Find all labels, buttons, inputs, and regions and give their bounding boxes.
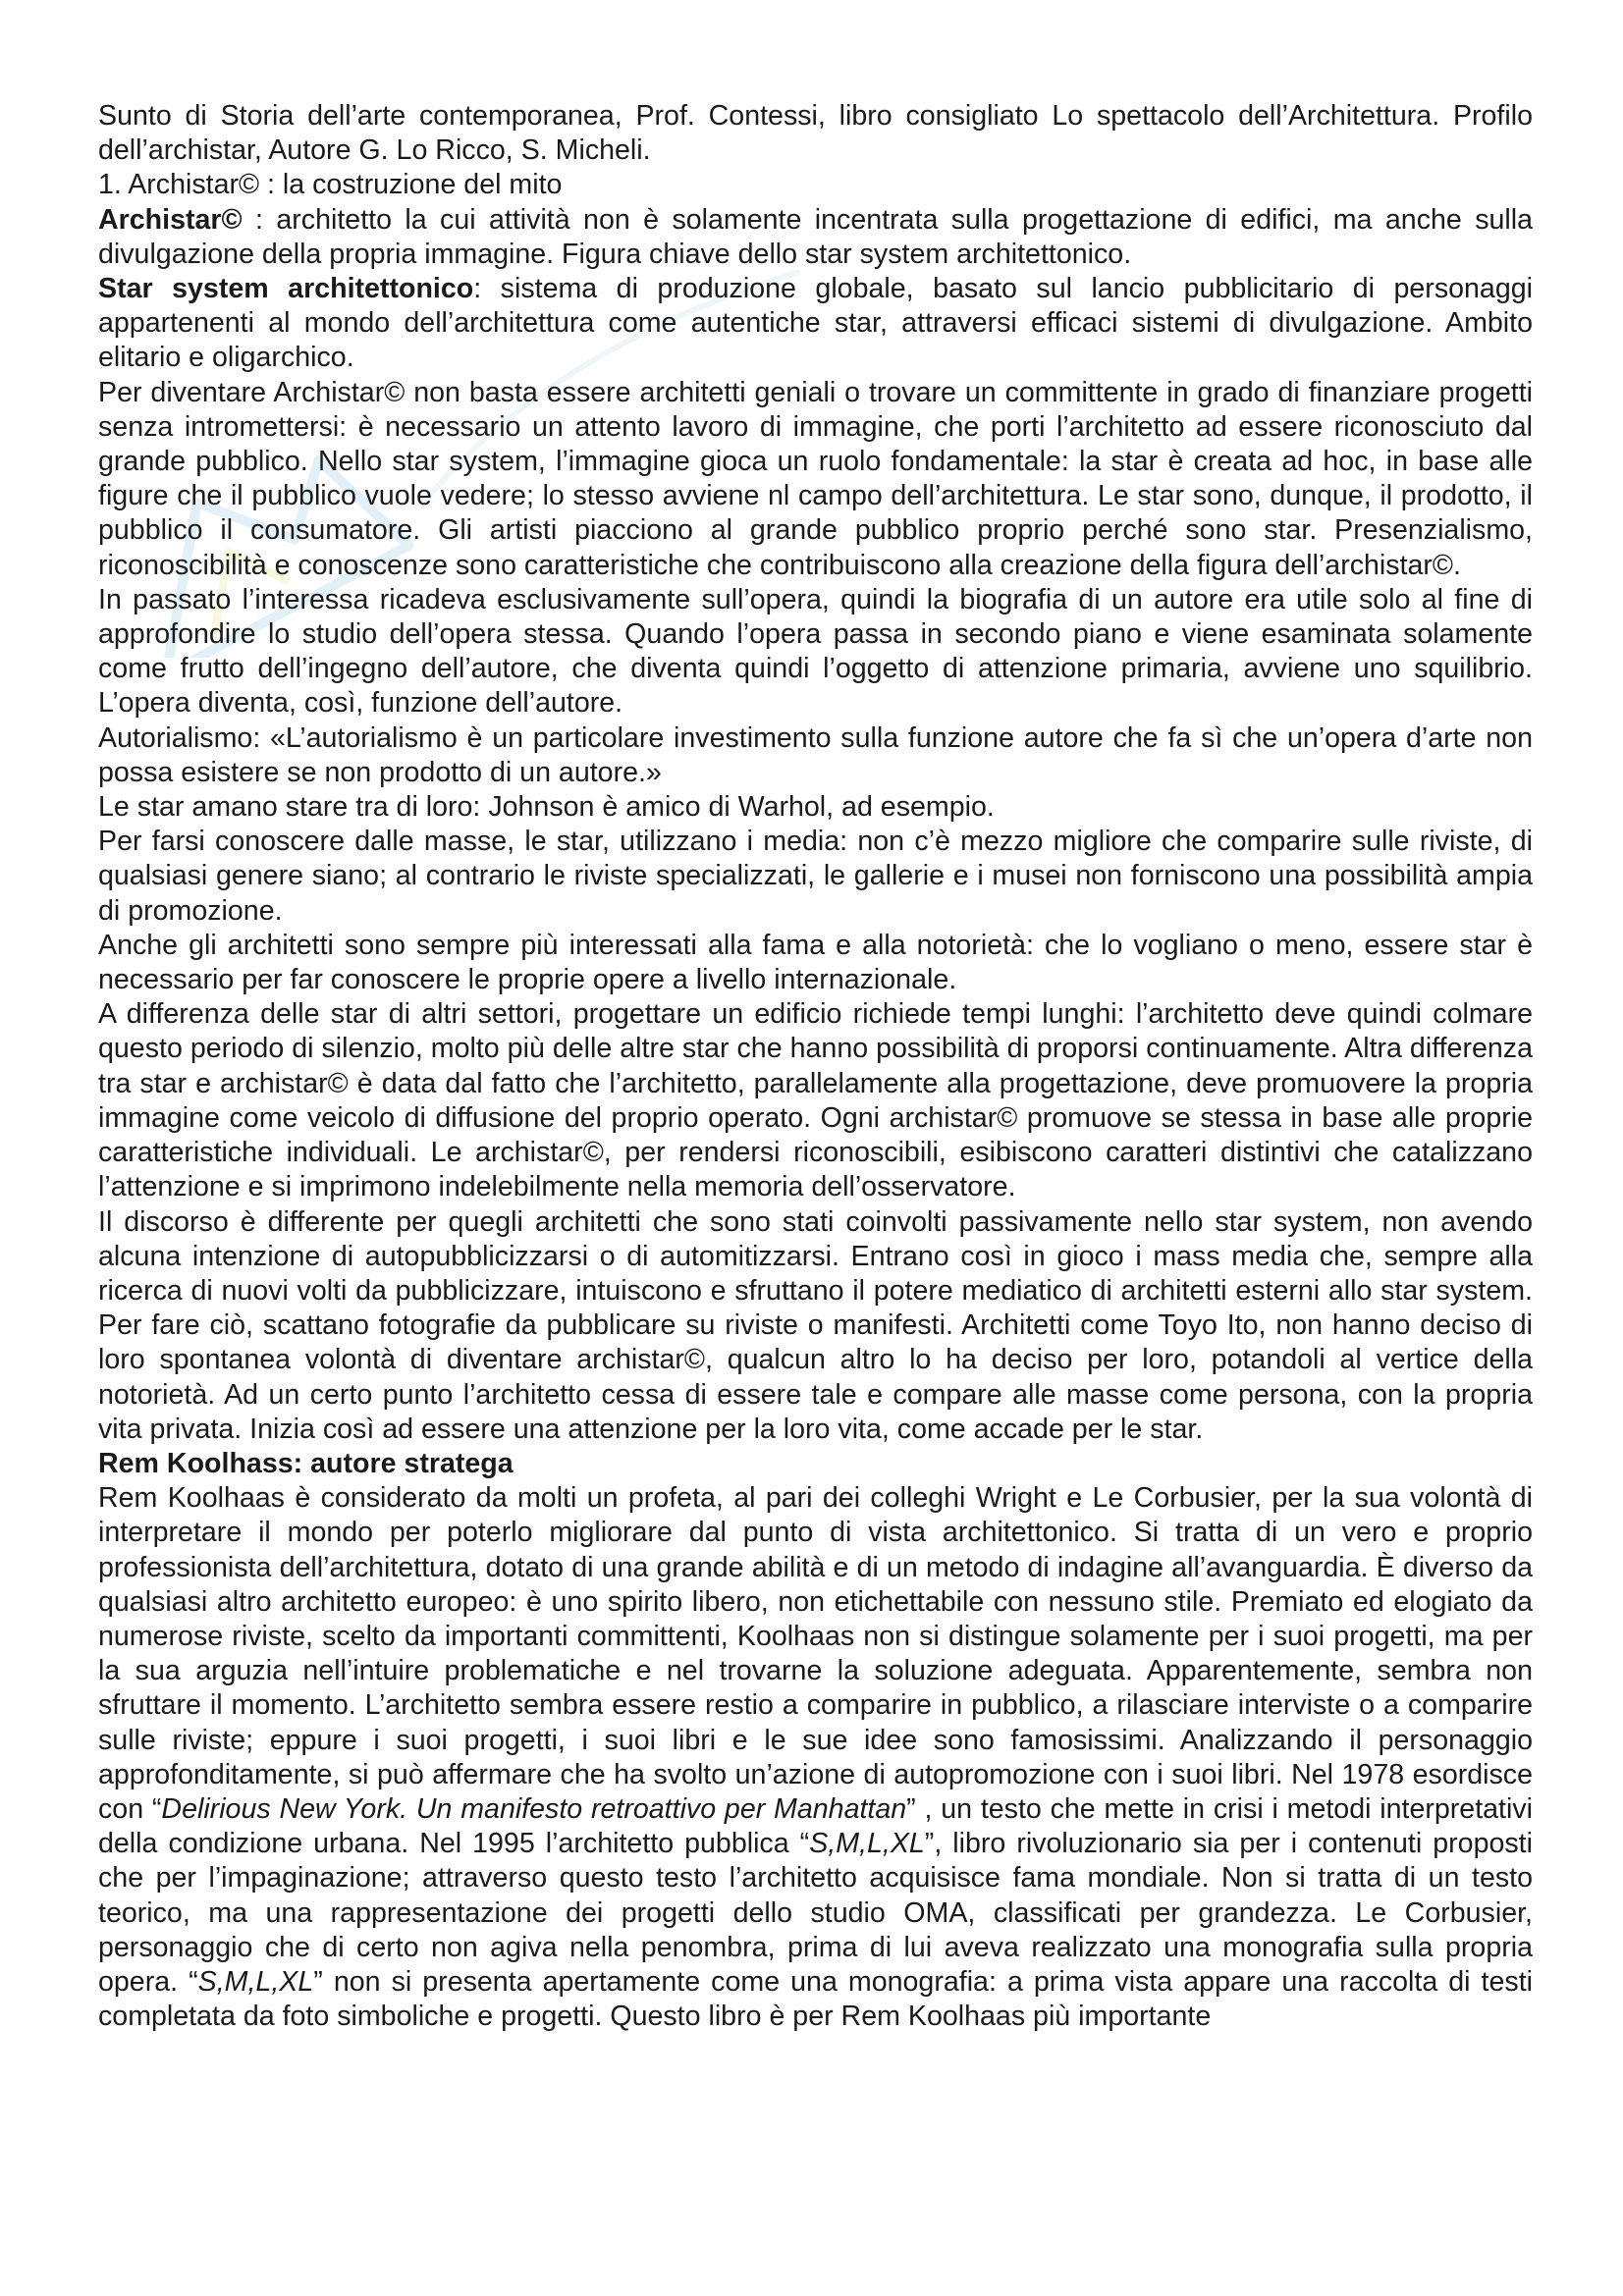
- term-star-system: Star system architettonico: [98, 273, 474, 305]
- rem-text-2: ” , un testo che mette in crisi i metodi interpretativi della condizione urbana. Nel 1995 l’architetto pubblica “: [98, 1792, 1533, 1860]
- paragraph-anche-architetti: Anche gli architetti sono sempre più interessati alla fama e alla notorietà: che lo vogliano o meno, essere star è necessario per far conoscere le proprie opere a livello internazionale.: [98, 929, 1533, 996]
- document-body: [98, 99, 1533, 2034]
- paragraph-farsi-conoscere: Per farsi conoscere dalle masse, le star, utilizzano i media: non c’è mezzo migliore che comparire sulle riviste, di qualsiasi genere siano; al contrario le riviste specializzati, le gallerie e i musei non forniscono una possibilità ampia di promozione.: [98, 826, 1533, 927]
- paragraph-star-amano: Le star amano stare tra di loro: Johnson è amico di Warhol, ad esempio.: [98, 791, 995, 824]
- rem-text-3: ”, libro rivoluzionario sia per i contenuti proposti che per l’impaginazione; attraverso questo testo l’architetto acquisisce fama mondiale. Non si tratta di un testo teorico, ma una rappresentazione dei progetti dello studio OMA, classificati per grandezza. Le Corbusier, personaggio che di certo non agiva nella penombra, prima di lui aveva realizzato una monografia sulla propria opera. “: [98, 1828, 1533, 1998]
- rem-text-4: ” non si presenta apertamente come una monografia: a prima vista appare una raccolta di testi completata da foto simboliche e progetti. Questo libro è per Rem Koolhaas più importante: [98, 1965, 1534, 2033]
- term-archistar: Archistar©: [98, 203, 243, 236]
- book-title-smlxl: S,M,L,XL: [809, 1828, 925, 1860]
- paragraph-archistar-definition: [98, 203, 1533, 272]
- document-header: Sunto di Storia dell’arte contemporanea, Prof. Contessi, libro consigliato Lo spettacolo dell’Architettura. Profilo dell’archistar, Autore G. Lo Ricco, S. Micheli.: [98, 100, 1533, 167]
- book-title-delirious-new-york: Delirious New York. Un manifesto retroattivo per Manhattan: [161, 1792, 907, 1825]
- section-title: 1. Archistar© : la costruzione del mito: [98, 169, 563, 201]
- definition-archistar: : architetto la cui attività non è solamente incentrata sulla progettazione di edifici, ma anche sulla divulgazione della propria immagine. Figura chiave dello star system architettonico.: [98, 203, 1533, 270]
- book-title-smlxl-2: S,M,L,XL: [197, 1965, 314, 1998]
- definition-star-system: : sistema di produzione globale, basato sul lancio pubblicitario di personaggi appartenenti al mondo dell’architettura come autentiche star, attraversi efficaci sistemi di divulgazione. Ambito elitario e oligarchico.: [98, 273, 1533, 374]
- paragraph-il-discorso: Il discorso è differente per quegli architetti che sono stati coinvolti passivamente nello star system, non avendo alcuna intenzione di autopubblicizzarsi o di automitizzarsi. Entrano così in gioco i mass media che, sempre alla ricerca di nuovi volti da pubblicizzare, intuiscono e sfruttano il potere mediatico di architetti esterni allo star system. Per fare ciò, scattano fotografie da pubblicare su riviste o manifesti. Architetti come Toyo Ito, non hanno deciso di loro spontanea volontà di diventare archistar©, qualcun altro lo ha deciso per loro, potandoli al vertice della notorietà. Ad un certo punto l’architetto cessa di essere tale e compare alle masse come persona, con la propria vita privata. Inizia così ad essere una attenzione per la loro vita, come accade per le star.: [98, 1205, 1533, 1445]
- paragraph-diventare-archistar: Per diventare Archistar© non basta essere architetti geniali o trovare un committente in grado di finanziare progetti senza intromettersi: è necessario un attento lavoro di immagine, che porti l’architetto ad essere riconosciuto dal grande pubblico. Nello star system, l’immagine gioca un ruolo fondamentale: la star è creata ad hoc, in base alle figure che il pubblico vuole vedere; lo stesso avviene nl campo dell’architettura. Le star sono, dunque, il prodotto, il pubblico il consumatore. Gli artisti piacciono al grande pubblico proprio perché sono star. Presenzialismo, riconoscibilità e conoscenze sono caratteristiche che contribuiscono alla creazione della figura dell’archistar©.: [98, 376, 1533, 581]
- rem-text-1: Rem Koolhaas è considerato da molti un profeta, al pari dei colleghi Wright e Le Corbusier, per la sua volontà di interpretare il mondo per poterlo migliorare dal punto di vista architettonico. Si tratta di un vero e proprio professionista dell’architettura, dotato di una grande abilità e di un metodo di indagine all’avanguardia. È diverso da qualsiasi altro architetto europeo: è uno spirito libero, non etichettabile con nessuno stile. Premiato ed elogiato da numerose riviste, scelto da importanti committenti, Koolhaas non si distingue solamente per i suoi progetti, ma per la sua arguzia nell’intuire problematiche e nel trovarne la soluzione adeguata. Apparentemente, sembra non sfruttare il momento. L’architetto sembra essere restio a comparire in pubblico, a rilasciare interviste o a comparire sulle riviste; eppure i suoi progetti, i suoi libri e le sue idee sono famosissimi. Analizzando il personaggio approfonditamente, si può affermare che ha svolto un’azione di autopromozione con i suoi libri. Nel 1978 esordisce con “: [98, 1482, 1533, 1825]
- paragraph-rem-koolhaas: [98, 1481, 1533, 2034]
- paragraph-star-system-definition: [98, 272, 1533, 376]
- paragraph-in-passato: In passato l’interessa ricadeva esclusivamente sull’opera, quindi la biografia di un autore era utile solo al fine di approfondire lo studio dell’opera stessa. Quando l’opera passa in secondo piano e viene esaminata solamente come frutto dell’ingegno dell’autore, che diventa quindi l’oggetto di attenzione primaria, avviene uno squilibrio. L’opera diventa, così, funzione dell’autore.: [98, 583, 1533, 720]
- heading-rem-koolhaas: Rem Koolhass: autore stratega: [98, 1447, 514, 1479]
- paragraph-a-differenza: A differenza delle star di altri settori, progettare un edificio richiede tempi lunghi: l’architetto deve quindi colmare questo periodo di silenzio, molto più delle altre star che hanno possibilità di proporsi continuamente. Altra differenza tra star e archistar© è data dal fatto che l’architetto, parallelamente alla progettazione, deve promuovere la propria immagine come veicolo di diffusione del proprio operato. Ogni archistar© promuove se stessa in base alle proprie caratteristiche individuali. Le archistar©, per rendersi riconoscibili, esibiscono caratteri distintivi che catalizzano l’attenzione e si imprimono indelebilmente nella memoria dell’osservatore.: [98, 998, 1533, 1203]
- paragraph-autorialismo: Autorialismo: «L’autorialismo è un particolare investimento sulla funzione autore che fa sì che un’opera d’arte non possa esistere se non prodotto di un autore.»: [98, 721, 1533, 788]
